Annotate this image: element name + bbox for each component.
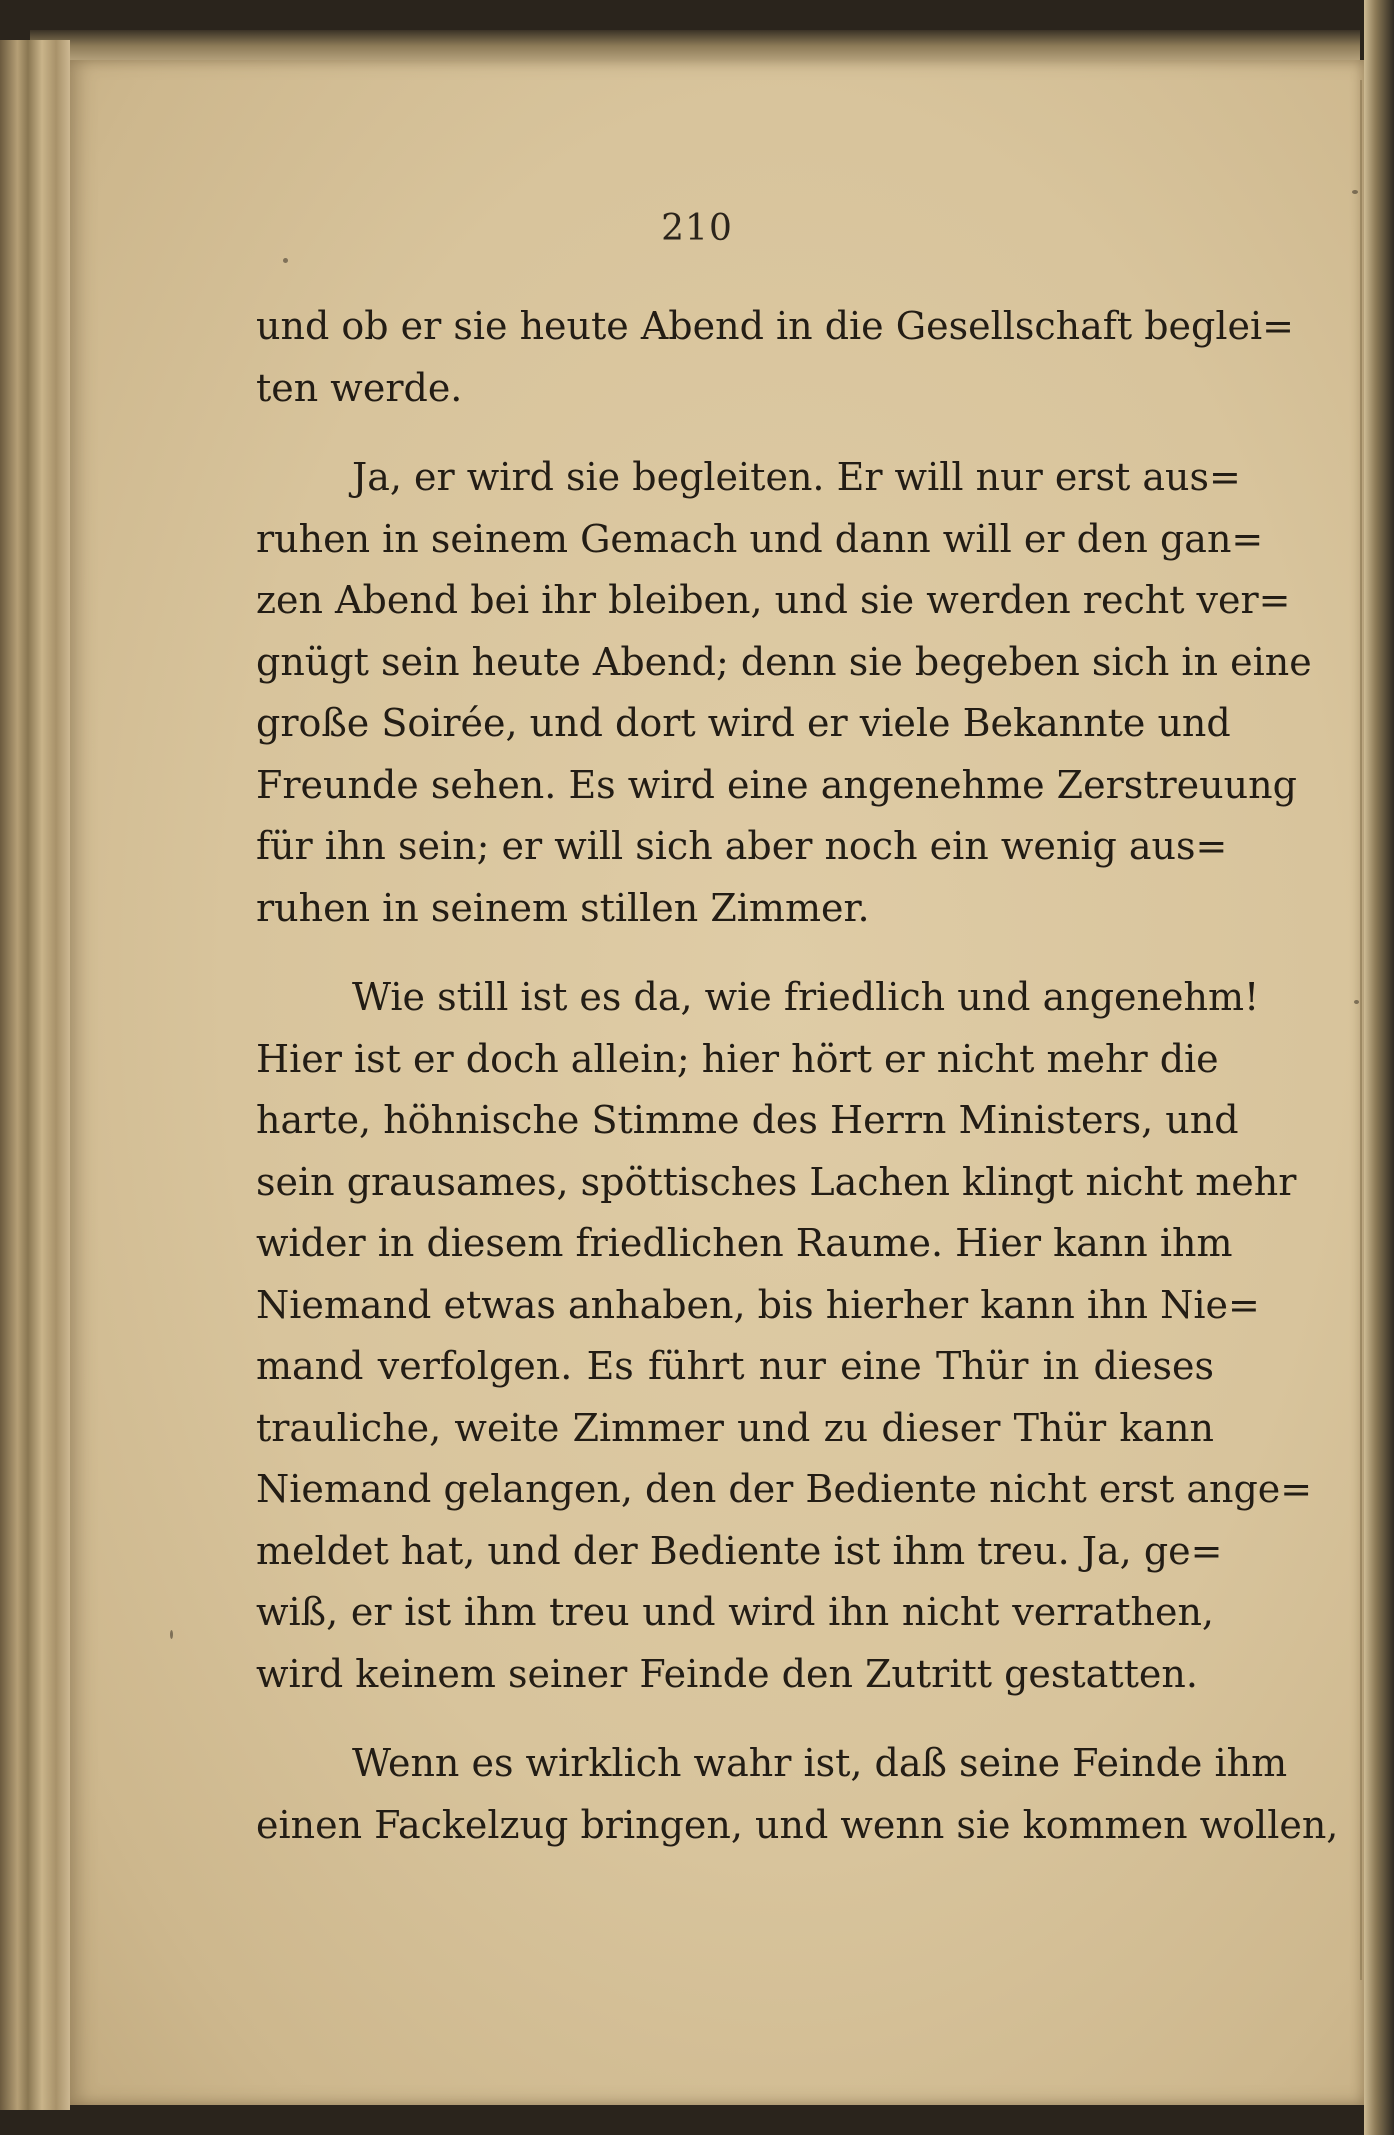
text-line: Freunde sehen. Es wird eine angenehme Zerstreuung (256, 762, 1297, 807)
text-line: gnügt sein heute Abend; denn sie begeben sich in eine (256, 639, 1312, 684)
paragraph (256, 1733, 1339, 1856)
text-line: und ob er sie heute Abend in die Gesellschaft beglei= (256, 304, 1294, 348)
text-line: Niemand etwas anhaben, bis hierher kann ihn Nie= (256, 1282, 1260, 1327)
text-line: Wie still ist es da, wie friedlich und angenehm! (352, 975, 1260, 1019)
book-right-edge (1364, 0, 1394, 2135)
text-line: wider in diesem friedlichen Raume. Hier kann ihm (256, 1221, 1233, 1265)
text-line: trauliche, weite Zimmer und zu dieser Thür kann (256, 1405, 1214, 1450)
text-line: Wenn es wirklich wahr ist, daß seine Feinde ihm (352, 1741, 1288, 1785)
paper-speck (1352, 190, 1358, 194)
text-line: wiß, er ist ihm treu und wird ihn nicht verrathen, (256, 1590, 1214, 1634)
text-line: mand verfolgen. Es führt nur eine Thür in dieses (256, 1344, 1214, 1388)
page-number: 210 (661, 208, 733, 249)
paragraph (256, 967, 1313, 1705)
paragraph (256, 296, 1294, 419)
text-line: meldet hat, und der Bediente ist ihm treu. Ja, ge= (256, 1528, 1223, 1573)
paper-speck (170, 1630, 173, 1639)
paper-speck (1354, 1000, 1359, 1004)
text-line: Niemand gelangen, den der Bediente nicht erst ange= (256, 1467, 1313, 1511)
page-fold-line (1360, 80, 1362, 1980)
text-line: für ihn sein; er will sich aber noch ein wenig aus= (256, 824, 1228, 868)
book-left-edge (0, 40, 70, 2110)
text-line: große Soirée, und dort wird er viele Bekannte und (256, 701, 1231, 745)
text-line: sein grausames, spöttisches Lachen klingt nicht mehr (256, 1159, 1297, 1204)
text-line: zen Abend bei ihr bleiben, und sie werden recht ver= (256, 578, 1291, 622)
paragraph (256, 447, 1312, 939)
paper-speck (283, 258, 288, 263)
text-line: Ja, er wird sie begleiten. Er will nur erst aus= (352, 455, 1241, 499)
text-line: wird keinem seiner Feinde den Zutritt gestatten. (256, 1651, 1198, 1696)
page-text (256, 296, 1339, 1856)
text-line: ten werde. (256, 365, 463, 410)
text-line: harte, höhnische Stimme des Herrn Ministers, und (256, 1098, 1239, 1142)
text-line: Hier ist er doch allein; hier hört er nicht mehr die (256, 1036, 1219, 1081)
text-line: ruhen in seinem stillen Zimmer. (256, 885, 870, 930)
text-line: ruhen in seinem Gemach und dann will er den gan= (256, 516, 1264, 561)
text-line: einen Fackelzug bringen, und wenn sie kommen wollen, (256, 1802, 1339, 1847)
